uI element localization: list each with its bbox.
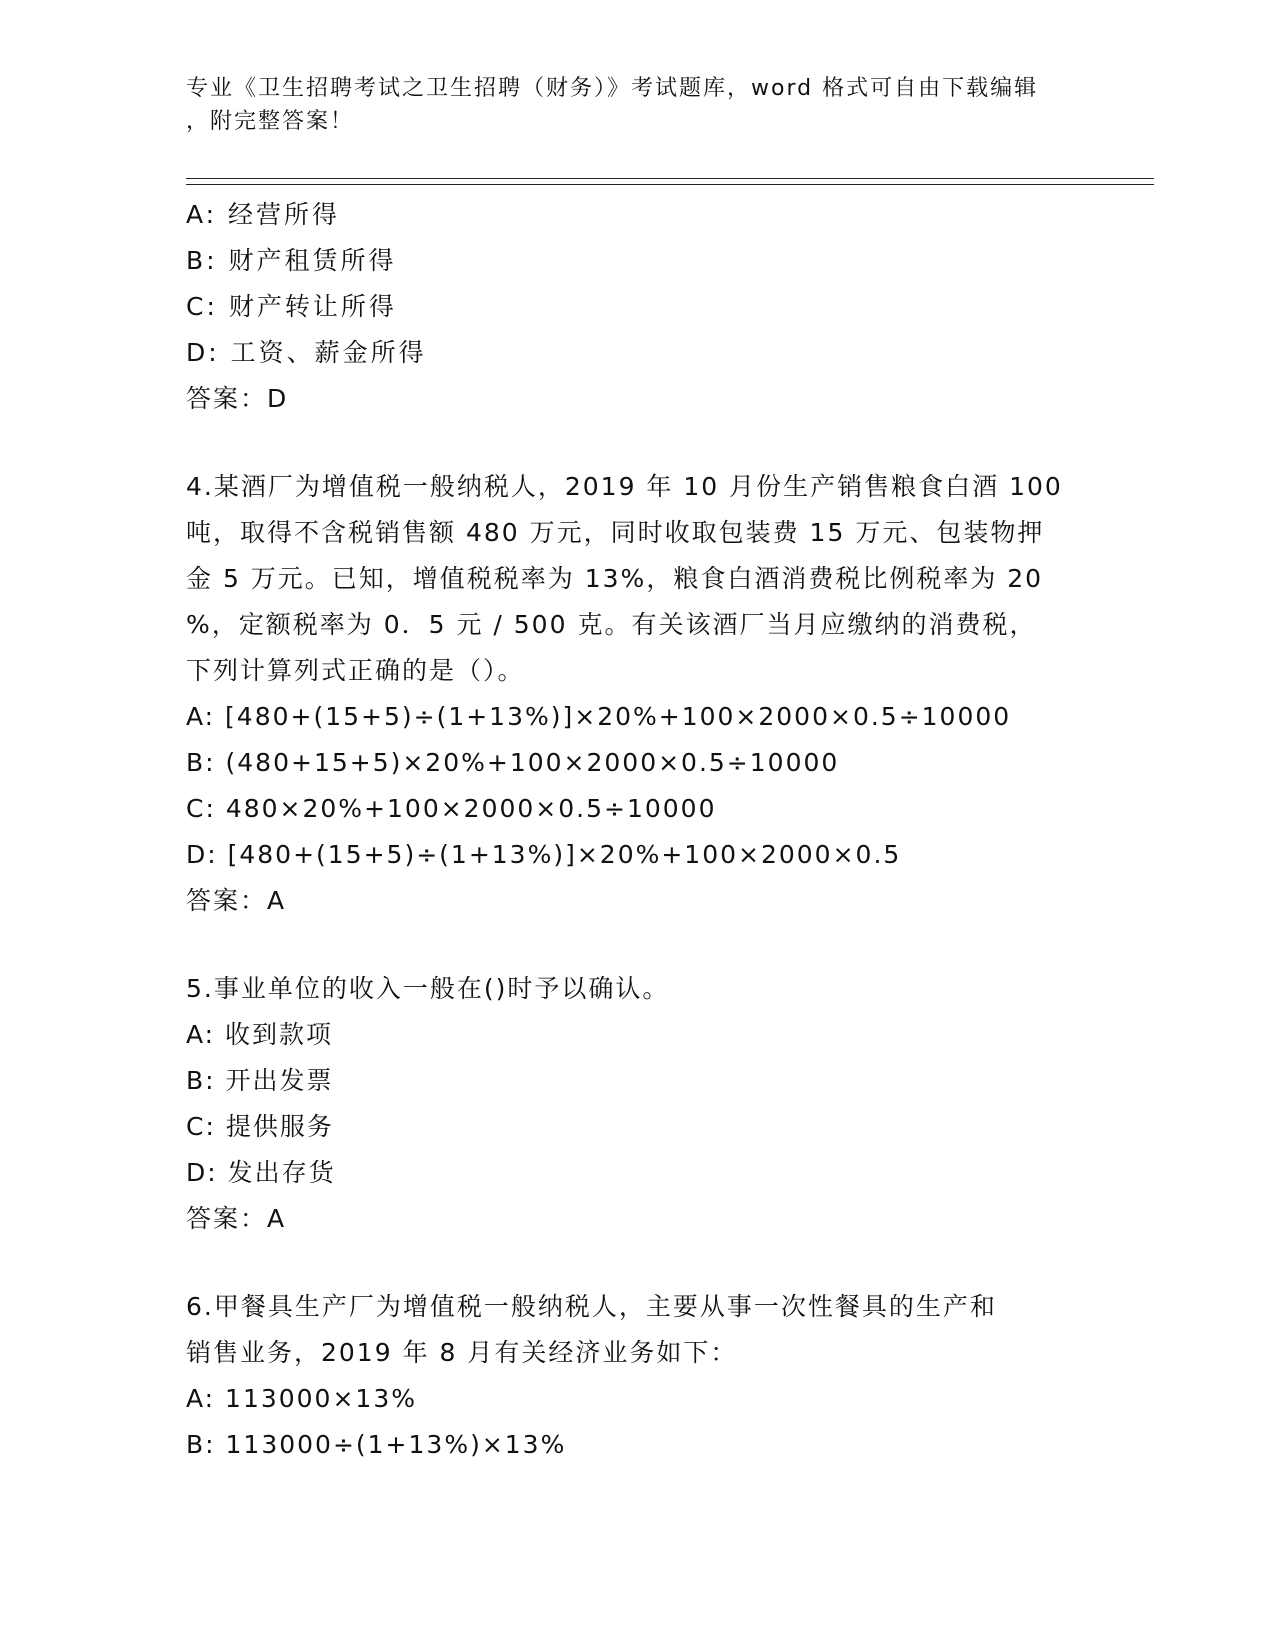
question-text-line: 4.某酒厂为增值税一般纳税人，2019 年 10 月份生产销售粮食白酒 100	[186, 472, 1063, 501]
option-a: A: 113000×13%	[186, 1384, 417, 1413]
header-divider	[186, 178, 1154, 185]
option-a: A: 收到款项	[186, 1020, 334, 1049]
question-3	[186, 192, 1086, 422]
question-text-line: 销售业务，2019 年 8 月有关经济业务如下：	[186, 1338, 738, 1367]
document-header	[186, 72, 1076, 138]
option-d: D: [480+(15+5)÷(1+13%)]×20%+100×2000×0.5	[186, 840, 902, 869]
option-d: D: 发出存货	[186, 1158, 336, 1187]
question-6	[186, 1284, 1086, 1468]
option-c: C: 提供服务	[186, 1112, 334, 1141]
option-b: B: (480+15+5)×20%+100×2000×0.5÷10000	[186, 748, 840, 777]
option-c: C: 480×20%+100×2000×0.5÷10000	[186, 794, 717, 823]
option-d: D: 工资、薪金所得	[186, 338, 427, 367]
question-text-line: 5.事业单位的收入一般在()时予以确认。	[186, 974, 670, 1003]
header-line-1: 专业《卫生招聘考试之卫生招聘（财务）》考试题库，word 格式可自由下载编辑	[186, 76, 1039, 101]
answer: 答案：A	[186, 886, 287, 915]
question-text-line: 下列计算列式正确的是（）。	[186, 656, 525, 685]
answer: 答案：D	[186, 384, 289, 413]
answer: 答案：A	[186, 1204, 287, 1233]
question-text-line: 金 5 万元。已知，增值税税率为 13%，粮食白酒消费税比例税率为 20	[186, 564, 1044, 593]
option-a: A: 经营所得	[186, 200, 341, 229]
option-b: B: 财产租赁所得	[186, 246, 397, 275]
option-b: B: 开出发票	[186, 1066, 334, 1095]
question-list	[186, 192, 1086, 1468]
question-text-line: 吨，取得不含税销售额 480 万元，同时收取包装费 15 万元、包装物押	[186, 518, 1045, 547]
option-a: A: [480+(15+5)÷(1+13%)]×20%+100×2000×0.5÷10000	[186, 702, 1012, 731]
question-5	[186, 966, 1086, 1242]
header-line-2: ，附完整答案！	[186, 109, 355, 134]
question-4	[186, 464, 1086, 924]
question-text-line: %，定额税率为 0．5 元 / 500 克。有关该酒厂当月应缴纳的消费税，	[186, 610, 1037, 639]
spacer	[186, 422, 1086, 464]
question-text-line: 6.甲餐具生产厂为增值税一般纳税人，主要从事一次性餐具的生产和	[186, 1292, 997, 1321]
spacer	[186, 1242, 1086, 1284]
spacer	[186, 924, 1086, 966]
option-c: C: 财产转让所得	[186, 292, 397, 321]
option-b: B: 113000÷(1+13%)×13%	[186, 1430, 567, 1459]
